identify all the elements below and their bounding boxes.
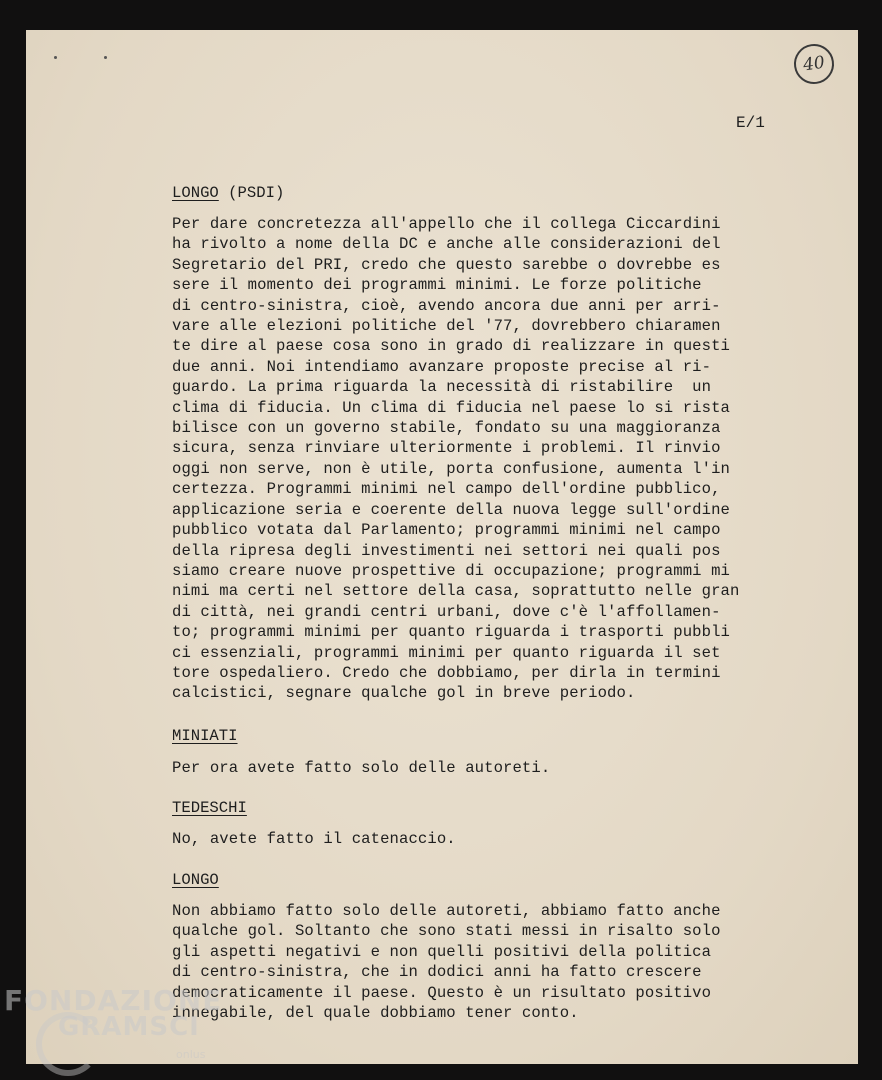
text-line: sere il momento dei programmi minimi. Le forze politiche <box>172 276 702 295</box>
text-line: bilisce con un governo stabile, fondato su una maggioranza <box>172 419 721 438</box>
speaker-heading <box>172 799 247 817</box>
text-line: gli aspetti negativi e non quelli positivi della politica <box>172 942 712 961</box>
speech-paragraph <box>172 214 792 704</box>
text-line: sicura, senza rinviare ulteriormente i problemi. Il rinvio <box>172 439 721 458</box>
text-line: tore ospedaliero. Credo che dobbiamo, per dirla in termini <box>172 663 721 682</box>
text-line: di città, nei grandi centri urbani, dove c'è l'affollamen- <box>172 602 721 621</box>
watermark-line1: FONDAZIONE <box>4 984 223 1017</box>
speech-paragraph <box>172 901 792 1023</box>
watermark-line3: onlus <box>176 1048 206 1061</box>
text-line: No, avete fatto il catenaccio. <box>172 830 456 848</box>
text-line: ha rivolto a nome della DC e anche alle considerazioni del <box>172 235 721 254</box>
text-line: to; programmi minimi per quanto riguarda i trasporti pubbli <box>172 623 731 642</box>
speck <box>104 56 107 59</box>
speaker-party: (PSDI) <box>218 184 285 202</box>
sheet-reference: E/1 <box>736 114 765 132</box>
text-line: Non abbiamo fatto solo delle autoreti, abbiamo fatto anche <box>172 902 721 920</box>
page-number-stamp: 40 <box>791 41 836 86</box>
text-line: guardo. La prima riguarda la necessità di ristabilire un <box>172 378 712 397</box>
text-line: innegabile, del quale dobbiamo tener conto. <box>172 1004 579 1023</box>
text-line: due anni. Noi intendiamo avanzare proposte precise al ri- <box>172 357 712 376</box>
speaker-name: TEDESCHI <box>172 799 247 817</box>
speech-paragraph <box>172 758 792 778</box>
text-line: Per ora avete fatto solo delle autoreti. <box>172 759 551 777</box>
text-line: Segretario del PRI, credo che questo sarebbe o dovrebbe es <box>172 255 721 274</box>
speaker-heading <box>172 184 284 202</box>
text-line: oggi non serve, non è utile, porta confusione, aumenta l'in <box>172 459 731 478</box>
text-line: certezza. Programmi minimi nel campo dell'ordine pubblico, <box>172 480 721 499</box>
speaker-name: LONGO <box>172 184 219 202</box>
watermark-line2: GRAMSCI <box>58 1012 200 1042</box>
text-line: clima di fiducia. Un clima di fiducia nel paese lo si rista <box>172 398 731 417</box>
speck <box>54 56 57 59</box>
text-line: vare alle elezioni politiche del '77, dovrebbero chiaramen <box>172 317 721 336</box>
speaker-name: LONGO <box>172 871 219 889</box>
text-line: ci essenziali, programmi minimi per quanto riguarda il set <box>172 643 721 662</box>
text-line: di centro-sinistra, che in dodici anni ha fatto crescere <box>172 963 702 982</box>
speech-paragraph <box>172 829 792 849</box>
text-line: applicazione seria e coerente della nuova legge sull'ordine <box>172 500 731 519</box>
text-line: qualche gol. Soltanto che sono stati messi in risalto solo <box>172 922 721 941</box>
speaker-name: MINIATI <box>172 727 238 745</box>
text-line: calcistici, segnare qualche gol in breve periodo. <box>172 684 636 703</box>
text-line: democraticamente il paese. Questo è un risultato positivo <box>172 983 712 1002</box>
text-line: nimi ma certi nel settore della casa, soprattutto nelle gran <box>172 582 740 601</box>
text-line: della ripresa degli investimenti nei settori nei quali pos <box>172 541 721 560</box>
text-line: siamo creare nuove prospettive di occupazione; programmi mi <box>172 561 731 580</box>
text-line: te dire al paese cosa sono in grado di realizzare in questi <box>172 337 731 356</box>
speaker-heading <box>172 871 219 889</box>
text-line: pubblico votata dal Parlamento; programmi minimi nel campo <box>172 521 721 540</box>
text-line: di centro-sinistra, cioè, avendo ancora due anni per arri- <box>172 296 721 315</box>
speaker-heading <box>172 727 238 745</box>
text-line: Per dare concretezza all'appello che il collega Ciccardini <box>172 215 721 233</box>
